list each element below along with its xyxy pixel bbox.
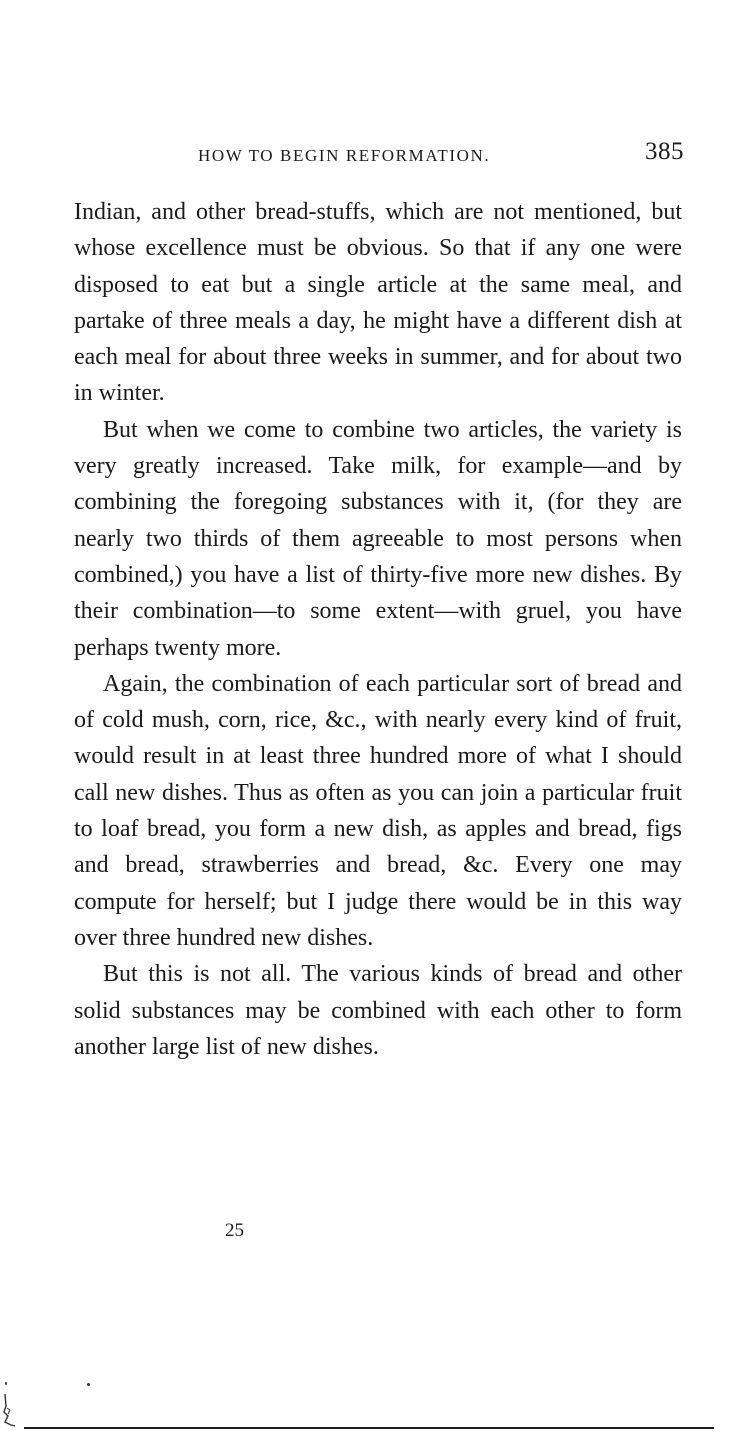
paragraph-3: Again, the combination of each particular sort of bread and of cold mush, corn, rice, &c., with nearly every kind of fruit, would result in at least three hundred more of what I should call new dishes. Thus as often as you can join a particular fruit to loaf bread, you form a new dish, as apples and bread, figs and bread, strawberries and bread, &c. Every one may compute for herself; but I judge there would be in this way over three hundred new dishes.	[74, 670, 682, 951]
paragraph-4: But this is not all. The various kinds of bread and other solid substances may be combined with each other to form another large list of new dishes.	[74, 961, 682, 1060]
scan-speck	[87, 1383, 90, 1386]
running-head	[76, 138, 684, 174]
page-number: 385	[645, 138, 684, 165]
bottom-rule	[24, 1427, 714, 1429]
signature-mark: 25	[225, 1220, 244, 1241]
scan-edge-mark	[2, 1392, 16, 1428]
paragraph-1: Indian, and other bread-stuffs, which are not mentioned, but whose excellence must be obvious. So that if any one were disposed to eat but a single article at the same meal, and partake of three meals a day, he might have a different dish at each meal for about three weeks in summer, and for about two in winter.	[74, 199, 682, 407]
paragraph-2: But when we come to combine two articles, the variety is very greatly increased. Take milk, for example—and by combining the foregoing substances with it, (for they are nearly two thirds of them agreeable to most persons when combined,) you have a list of thirty-five more new dishes. By their combination—to some extent—with gruel, you have perhaps twenty more.	[74, 416, 682, 661]
body-text	[74, 194, 682, 1065]
running-title: HOW TO BEGIN REFORMATION.	[198, 146, 491, 165]
scan-speck	[5, 1382, 7, 1385]
